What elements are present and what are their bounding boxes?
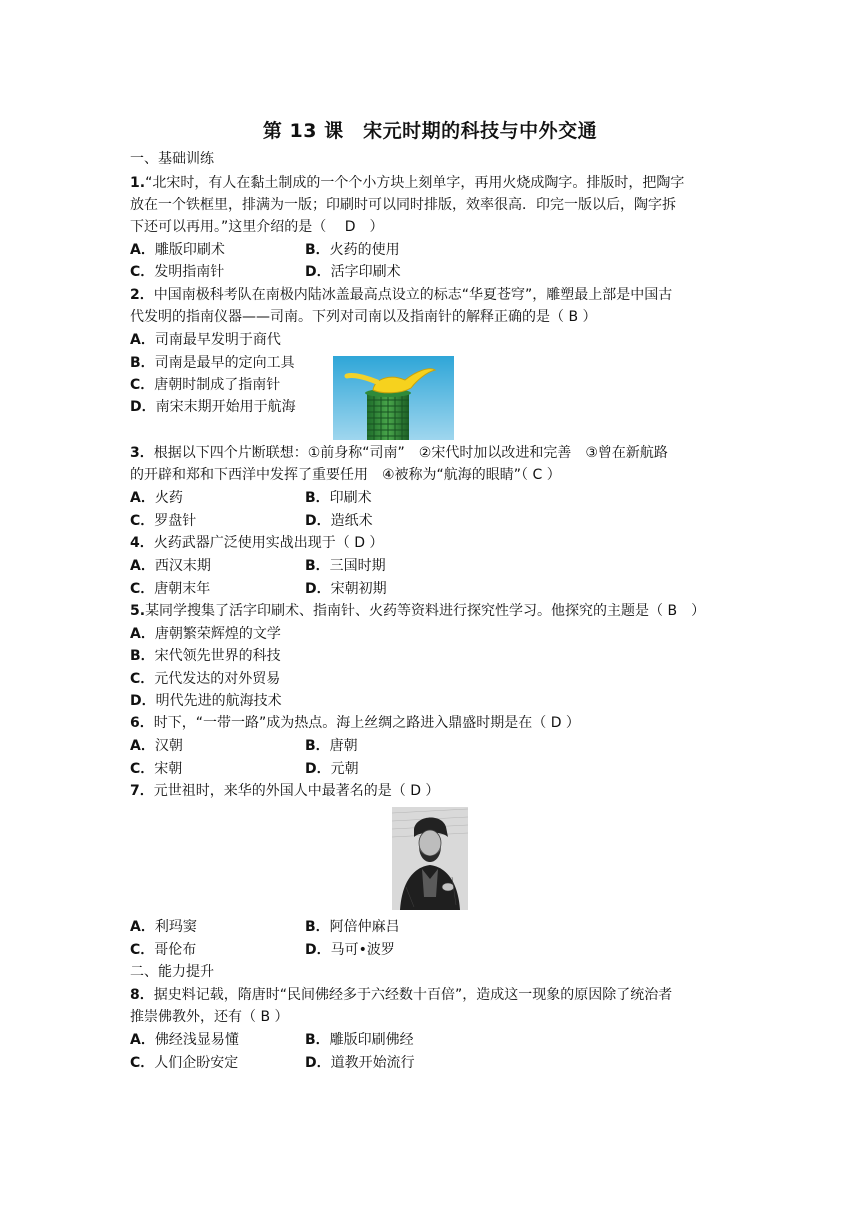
question-7-line-1: 7．元世祖时，来华的外国人中最著名的是（ D ）	[130, 783, 440, 799]
question-3-line-1: 3．根据以下四个片断联想：①前身称“司南” ②宋代时加以改进和完善 ③曾在新航路	[130, 445, 668, 461]
question-5-option-c: C．元代发达的对外贸易	[130, 671, 281, 687]
section-heading-advanced: 二、能力提升	[130, 964, 214, 980]
question-8-option-c: C．人们企盼安定	[130, 1055, 239, 1071]
question-5-option-b: B．宋代领先世界的科技	[130, 648, 281, 664]
question-6-number: 6．	[130, 715, 154, 731]
question-7-option-c: C．哥伦布	[130, 942, 197, 958]
question-4-number: 4．	[130, 535, 154, 551]
question-7-option-b: B．阿倍仲麻吕	[305, 919, 400, 935]
question-7-option-a: A．利玛窦	[130, 919, 197, 935]
section-heading-basic: 一、基础训练	[130, 151, 214, 167]
question-7-option-d: D．马可•波罗	[305, 942, 395, 958]
question-5-option-d: D．明代先进的航海技术	[130, 693, 282, 709]
question-4-option-d: D．宋朝初期	[305, 581, 387, 597]
question-6-line-1: 6．时下，“一带一路”成为热点。海上丝绸之路进入鼎盛时期是在（ D ）	[130, 715, 580, 731]
question-2-option-a: A．司南最早发明于商代	[130, 332, 281, 348]
question-6-option-b: B．唐朝	[305, 738, 358, 754]
question-2-line-1: 2．中国南极科考队在南极内陆冰盖最高点设立的标志“华夏苍穹”，雕塑最上部是中国古	[130, 287, 673, 303]
question-4-option-b: B．三国时期	[305, 558, 386, 574]
question-6-option-a: A．汉朝	[130, 738, 183, 754]
question-1-option-c: C．发明指南针	[130, 264, 225, 280]
question-5-number: 5.	[130, 603, 146, 619]
question-1-option-d: D．活字印刷术	[305, 264, 401, 280]
question-2-option-b: B．司南是最早的定向工具	[130, 355, 295, 371]
question-5-option-a: A．唐朝繁荣辉煌的文学	[130, 626, 281, 642]
question-8-line-1: 8．据史料记载，隋唐时“民间佛经多于六经数十百倍”，造成这一现象的原因除了统治者	[130, 987, 673, 1003]
question-1-option-a: A．雕版印刷术	[130, 242, 225, 258]
question-3-line-2: 的开辟和郑和下西洋中发挥了重要任用 ④被称为“航海的眼睛”（ C ）	[130, 467, 561, 483]
page-title: 第 13 课 宋元时期的科技与中外交通	[262, 120, 598, 142]
question-2-number: 2．	[130, 287, 154, 303]
question-3-option-b: B．印刷术	[305, 490, 372, 506]
question-8-option-d: D．道教开始流行	[305, 1055, 415, 1071]
question-3-option-a: A．火药	[130, 490, 183, 506]
question-2-line-2: 代发明的指南仪器——司南。下列对司南以及指南针的解释正确的是（ B ）	[130, 309, 597, 325]
question-1-option-b: B．火药的使用	[305, 242, 400, 258]
question-3-number: 3．	[130, 445, 154, 461]
question-4-option-c: C．唐朝末年	[130, 581, 211, 597]
question-1-number: 1.	[130, 175, 146, 191]
question-3-option-c: C．罗盘针	[130, 513, 197, 529]
question-8-number: 8．	[130, 987, 154, 1003]
question-1-line-1: 1.“北宋时，有人在黏土制成的一个个小方块上刻单字，再用火烧成陶字。排版时，把陶字	[130, 175, 685, 191]
question-8-line-2: 推崇佛教外，还有（ B ）	[130, 1009, 289, 1025]
question-4-option-a: A．西汉末期	[130, 558, 211, 574]
question-6-option-c: C．宋朝	[130, 761, 183, 777]
question-2-option-c: C．唐朝时制成了指南针	[130, 377, 281, 393]
question-8-option-a: A．佛经浅显易懂	[130, 1032, 239, 1048]
question-8-option-b: B．雕版印刷佛经	[305, 1032, 414, 1048]
question-4-line-1: 4．火药武器广泛使用实战出现于（ D ）	[130, 535, 384, 551]
sinan-sculpture-image	[333, 356, 454, 440]
question-1-line-2: 放在一个铁框里，排满为一版；印刷时可以同时排版，效率很高．印完一版以后，陶字拆	[130, 197, 676, 213]
question-7-number: 7．	[130, 783, 154, 799]
question-3-option-d: D．造纸术	[305, 513, 373, 529]
question-1-line-3: 下还可以再用。”这里介绍的是（ D ）	[130, 219, 384, 235]
question-6-option-d: D．元朝	[305, 761, 359, 777]
question-2-option-d: D．南宋末期开始用于航海	[130, 399, 296, 415]
marco-polo-portrait-image	[392, 807, 468, 910]
question-5-line-1: 5.某同学搜集了活字印刷术、指南针、火药等资料进行探究性学习。他探究的主题是（ B ）	[130, 603, 706, 619]
